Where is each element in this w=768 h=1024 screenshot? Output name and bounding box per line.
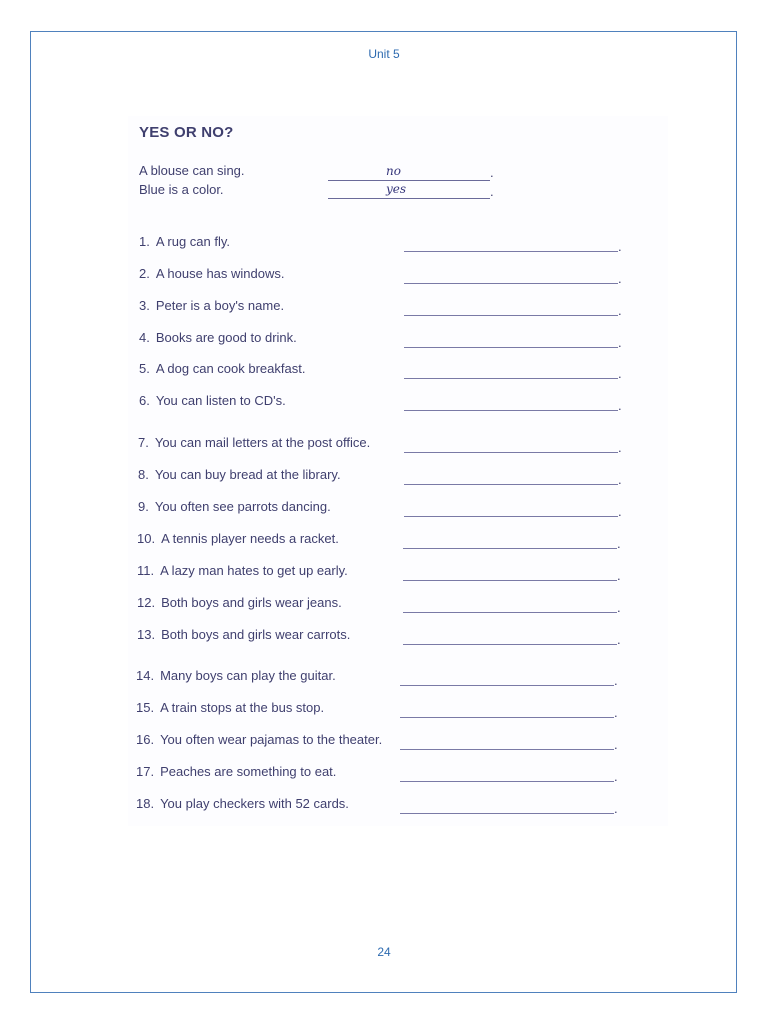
period-mark: . [617,632,621,647]
question-number: 1. [139,234,150,249]
question-text: A house has windows. [155,266,285,281]
answer-blank[interactable] [400,703,614,718]
page-number: 24 [377,945,391,959]
question-text: A dog can cook breakfast. [155,361,306,376]
answer-blank[interactable] [404,333,618,348]
period-mark: . [490,165,494,180]
question-number: 3. [139,298,150,313]
answer-blank[interactable] [403,598,617,613]
answer-blank[interactable] [404,364,618,379]
answer-blank[interactable] [400,735,614,750]
question-number: 11. [137,563,155,578]
question-text: Both boys and girls wear carrots. [161,627,351,642]
question-item [139,266,284,281]
question-item [139,330,297,345]
question-item [136,796,349,811]
question-item [139,234,230,249]
answer-blank[interactable] [403,534,617,549]
question-item [137,563,348,578]
answer-blank[interactable] [400,799,614,814]
question-item [136,668,336,683]
question-item [137,531,339,546]
period-mark: . [618,472,622,487]
question-item [138,499,331,514]
question-item [137,595,342,610]
question-text: A lazy man hates to get up early. [160,563,348,578]
question-number: 6. [139,393,150,408]
answer-blank[interactable] [400,671,614,686]
period-mark: . [618,366,622,381]
example-answer: no [386,164,401,178]
example-sentence: Blue is a color. [139,182,224,197]
question-text: A rug can fly. [155,234,231,249]
question-number: 18. [136,796,155,811]
question-number: 4. [139,330,150,345]
question-item [139,298,284,313]
example-answer-line [328,166,490,181]
question-item [139,361,305,376]
period-mark: . [618,303,622,318]
answer-blank[interactable] [404,502,618,517]
period-mark: . [618,504,622,519]
unit-header: Unit 5 [368,47,400,61]
question-number: 17. [136,764,155,779]
question-text: You can buy bread at the library. [154,467,341,482]
period-mark: . [614,673,618,688]
answer-blank[interactable] [404,237,618,252]
question-text: Both boys and girls wear jeans. [161,595,342,610]
question-text: You can mail letters at the post office. [154,435,371,450]
period-mark: . [617,536,621,551]
question-text: Books are good to drink. [155,330,297,345]
question-text: A tennis player needs a racket. [161,531,339,546]
question-text: Peaches are something to eat. [160,764,337,779]
question-item [138,435,370,450]
example-sentence: A blouse can sing. [139,163,245,178]
question-text: You often see parrots dancing. [154,499,331,514]
question-number: 16. [136,732,155,747]
period-mark: . [490,184,494,199]
period-mark: . [614,801,618,816]
question-item [136,700,324,715]
answer-blank[interactable] [404,269,618,284]
period-mark: . [618,440,622,455]
question-text: You play checkers with 52 cards. [160,796,349,811]
question-number: 9. [138,499,149,514]
answer-blank[interactable] [404,301,618,316]
question-item [139,393,286,408]
example-answer-line [328,184,490,199]
question-item [136,732,382,747]
period-mark: . [618,398,622,413]
question-number: 2. [139,266,150,281]
answer-blank[interactable] [403,566,617,581]
question-number: 10. [137,531,156,546]
question-number: 5. [139,361,150,376]
period-mark: . [618,335,622,350]
period-mark: . [618,271,622,286]
question-item [136,764,336,779]
period-mark: . [618,239,622,254]
question-item [137,627,350,642]
period-mark: . [614,769,618,784]
question-number: 12. [137,595,156,610]
answer-blank[interactable] [404,438,618,453]
answer-blank[interactable] [404,470,618,485]
answer-blank[interactable] [400,767,614,782]
question-number: 7. [138,435,149,450]
period-mark: . [617,568,621,583]
question-text: Many boys can play the guitar. [160,668,336,683]
question-text: You often wear pajamas to the theater. [160,732,383,747]
answer-blank[interactable] [404,396,618,411]
period-mark: . [614,737,618,752]
question-number: 13. [137,627,156,642]
question-number: 8. [138,467,149,482]
question-number: 14. [136,668,155,683]
question-item [138,467,341,482]
period-mark: . [617,600,621,615]
question-text: You can listen to CD's. [155,393,286,408]
question-number: 15. [136,700,155,715]
example-answer: yes [386,182,407,196]
question-text: Peter is a boy's name. [155,298,285,313]
worksheet-title: YES OR NO? [139,124,234,141]
question-text: A train stops at the bus stop. [160,700,325,715]
answer-blank[interactable] [403,630,617,645]
period-mark: . [614,705,618,720]
